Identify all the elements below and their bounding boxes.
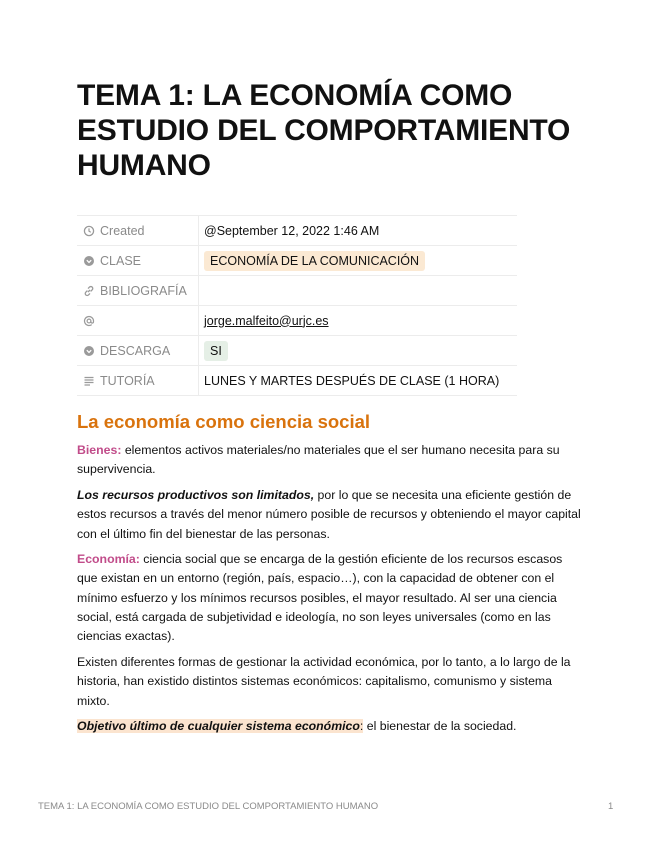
- select-icon: [83, 255, 95, 267]
- paragraph-text: Existen diferentes formas de gestionar la actividad económica, por lo tanto, a lo largo de la historia, han existido distintos sistemas económicos: capitalismo, comunismo y sistema mixto.: [77, 655, 571, 708]
- clock-icon: [83, 225, 95, 237]
- page-title: TEMA 1: LA ECONOMÍA COMO ESTUDIO DEL COMPORTAMIENTO HUMANO: [77, 79, 571, 182]
- term-label: Bienes:: [77, 443, 122, 457]
- paragraph-text: por lo que se necesita una eficiente gestión de estos recursos a través del menor número posible de recursos y obteniendo el mayor capital con el último fin del bienestar de las personas.: [77, 488, 581, 541]
- term-label: Economía:: [77, 552, 140, 566]
- properties-table: [77, 215, 517, 396]
- property-key-label: BIBLIOGRAFÍA: [100, 283, 187, 298]
- paragraph-economia: [77, 550, 582, 646]
- property-key-label: TUTORÍA: [100, 373, 155, 388]
- property-key-label: Created: [100, 223, 145, 238]
- at-icon: [83, 315, 95, 327]
- paragraph-objetivo: [77, 717, 582, 736]
- paragraph-sistemas: [77, 653, 582, 711]
- footer-title: TEMA 1: LA ECONOMÍA COMO ESTUDIO DEL COMPORTAMIENTO HUMANO: [38, 801, 379, 812]
- email-link[interactable]: jorge.malfeito@urjc.es: [204, 313, 329, 328]
- property-value-clase: [199, 246, 518, 276]
- property-value-descarga: [199, 336, 518, 366]
- emphasis-text: Objetivo último de cualquier sistema económico: [77, 719, 360, 733]
- property-key-label: CLASE: [100, 253, 141, 268]
- property-row-email: [77, 306, 517, 336]
- property-row-tutoria: [77, 366, 517, 396]
- paragraph-text: ciencia social que se encarga de la gestión eficiente de los recursos escasos que existan en un entorno (región, país, espacio…), con la capacidad de obtener con el mínimo esfuerzo y los mínimos recursos posibles, el mayor resultado. Al ser una ciencia social, está cargada de subjetividad e ideología, no son leyes universales (como en las ciencias exactas).: [77, 552, 563, 644]
- property-value-tutoria: LUNES Y MARTES DESPUÉS DE CLASE (1 HORA): [199, 366, 518, 396]
- property-key-bibliografia: [77, 276, 199, 306]
- select-icon: [83, 345, 95, 357]
- property-row-descarga: [77, 336, 517, 366]
- paragraph-bienes: [77, 441, 582, 480]
- property-key-descarga: [77, 336, 199, 366]
- paragraph-text: el bienestar de la sociedad.: [363, 719, 517, 733]
- property-key-clase: [77, 246, 199, 276]
- property-key-tutoria: [77, 366, 199, 396]
- descarga-tag[interactable]: SI: [204, 341, 228, 361]
- property-key-email: [77, 306, 199, 336]
- page-number: 1: [608, 801, 614, 812]
- property-row-bibliografia: [77, 276, 517, 306]
- property-value-bibliografia[interactable]: [199, 276, 518, 306]
- property-value-email: [199, 306, 518, 336]
- section-heading: La economía como ciencia social: [77, 411, 371, 432]
- link-icon: [83, 285, 95, 297]
- property-key-label: DESCARGA: [100, 343, 171, 358]
- property-row-created: [77, 216, 517, 246]
- clase-tag[interactable]: ECONOMÍA DE LA COMUNICACIÓN: [204, 251, 425, 271]
- paragraph-recursos: [77, 486, 582, 544]
- property-row-clase: [77, 246, 517, 276]
- property-key-created: [77, 216, 199, 246]
- text-icon: [83, 375, 95, 387]
- colon: :: [359, 719, 364, 733]
- emphasis-text: Los recursos productivos son limitados,: [77, 488, 315, 502]
- property-value-created: @September 12, 2022 1:46 AM: [199, 216, 518, 246]
- paragraph-text: elementos activos materiales/no materiales que el ser humano necesita para su supervivencia.: [77, 443, 560, 477]
